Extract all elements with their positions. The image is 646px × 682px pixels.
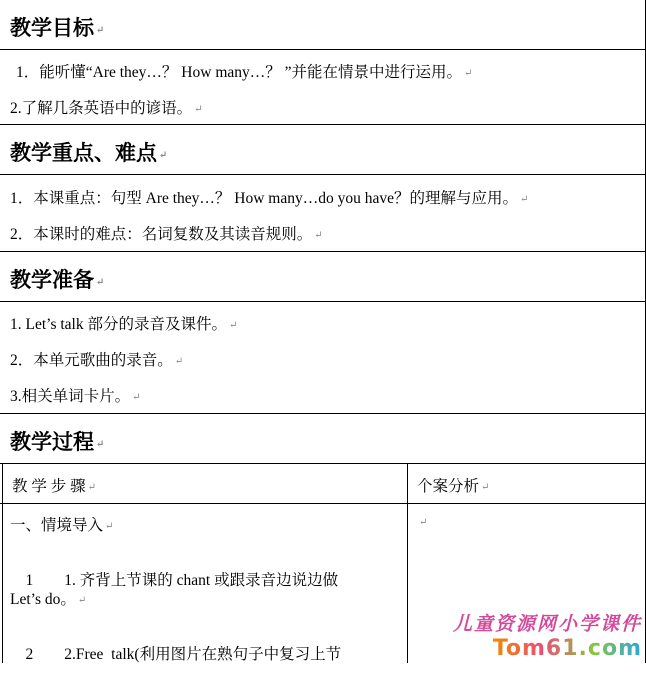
process-step-line	[10, 624, 405, 682]
watermark-line1: 儿童资源网小学课件	[452, 613, 642, 635]
item-text: 2.了解几条英语中的谚语。	[10, 100, 193, 117]
paragraph-mark: ↵	[87, 481, 97, 493]
heading-text: 教学过程	[10, 430, 94, 454]
section-heading-preparation	[10, 264, 646, 294]
paragraph-mark: ↵	[419, 516, 428, 528]
section-heading-key-points	[10, 137, 646, 167]
paragraph-mark: ↵	[77, 594, 87, 606]
paragraph-mark: ↵	[105, 520, 114, 532]
heading-text: 教学目标	[10, 16, 94, 40]
rule	[0, 463, 646, 464]
preparation-item	[10, 348, 646, 370]
item-text: 1. Let’s talk 部分的录音及课件。	[10, 316, 227, 333]
paragraph-mark: ↵	[314, 229, 323, 241]
rule	[0, 301, 646, 302]
key-point-item	[10, 186, 646, 208]
column-header-analysis	[417, 474, 637, 496]
paragraph-mark: ↵	[174, 355, 184, 367]
process-step-line	[10, 513, 400, 535]
header-text: 教 学 步 骤	[12, 478, 86, 495]
item-text: 1．能听懂“Are they…？ How many…？ ”并能在情景中进行运用。	[16, 64, 463, 81]
paragraph-mark: ↵	[229, 319, 238, 331]
table-border-left	[2, 463, 3, 663]
step-text: 2 2.Free talk(利用图片在熟句子中复习上节	[25, 646, 342, 663]
paragraph-mark: ↵	[132, 391, 141, 403]
objective-item	[10, 96, 646, 118]
paragraph-mark: ↵	[481, 481, 490, 493]
rule	[0, 124, 646, 125]
heading-text: 教学重点、难点	[10, 141, 157, 165]
preparation-item	[10, 384, 646, 406]
step-text: 1 1. 齐背上节课的 chant 或跟录音边说边做	[25, 572, 339, 589]
paragraph-mark: ↵	[159, 149, 168, 161]
paragraph-mark: ↵	[520, 193, 529, 205]
item-text: 2．本课时的难点：名词复数及其读音规则。	[10, 226, 313, 243]
rule	[0, 49, 646, 50]
step-text: Let’s do。	[10, 591, 76, 608]
item-text: 3.相关单词卡片。	[10, 388, 131, 405]
rule	[0, 174, 646, 175]
paragraph-mark: ↵	[96, 24, 105, 36]
column-header-steps	[12, 474, 402, 496]
section-heading-process	[10, 426, 646, 456]
heading-text: 教学准备	[10, 268, 94, 292]
item-text: 2．本单元歌曲的录音。	[10, 352, 173, 369]
paragraph-mark: ↵	[194, 103, 203, 115]
analysis-cell	[417, 513, 637, 531]
process-step-line	[10, 587, 400, 609]
section-heading-objectives	[10, 12, 646, 42]
site-watermark	[453, 609, 642, 661]
paragraph-mark: ↵	[96, 276, 105, 288]
item-text: 1．本课重点：句型 Are they…？ How many…do you have？的理解与应用。	[10, 190, 519, 207]
objective-item	[16, 60, 646, 82]
watermark-logo-text: Tom61.com	[492, 636, 642, 661]
column-divider	[407, 463, 408, 663]
rule	[0, 413, 646, 414]
rule	[0, 251, 646, 252]
header-text: 个案分析	[417, 478, 480, 495]
paragraph-mark: ↵	[96, 438, 105, 450]
preparation-item	[10, 312, 646, 334]
key-point-item	[10, 222, 646, 244]
paragraph-mark: ↵	[464, 67, 473, 79]
rule	[0, 503, 646, 504]
step-text: 一、情境导入	[10, 517, 104, 534]
watermark-line2	[453, 636, 642, 661]
